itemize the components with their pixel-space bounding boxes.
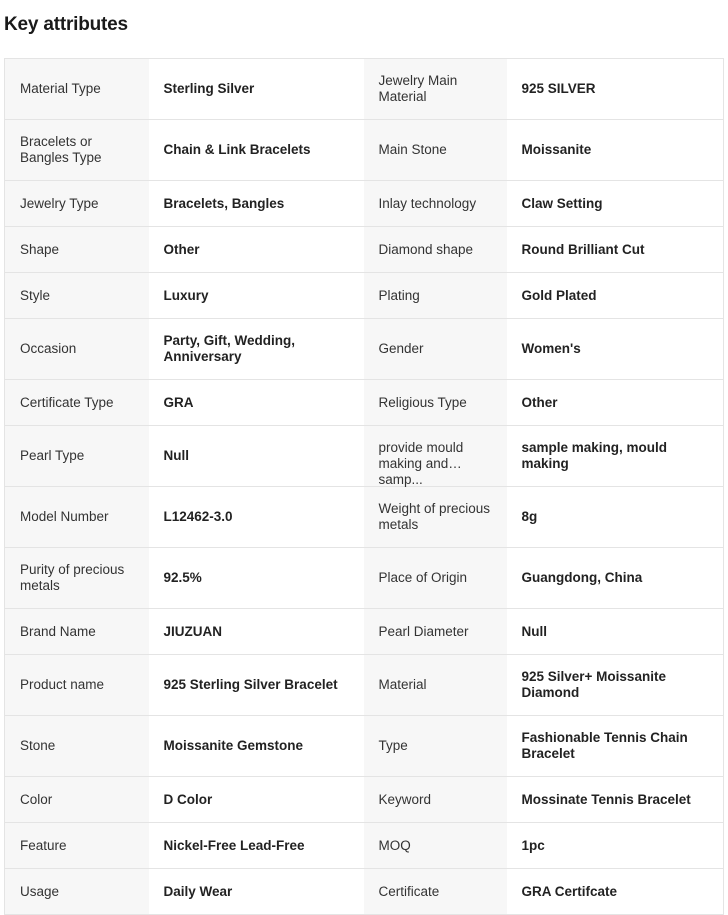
attribute-key: Feature: [20, 837, 67, 853]
attribute-row: [5, 716, 724, 777]
attribute-value-cell: [149, 823, 364, 869]
attribute-key: Weight of precious metals: [378, 501, 491, 532]
attribute-key: Gender: [378, 341, 424, 356]
attribute-value-cell: [507, 487, 724, 548]
attribute-value: Women's: [521, 341, 581, 356]
attribute-key: Jewelry Main Material: [378, 73, 458, 104]
attribute-key: MOQ: [378, 837, 411, 853]
attribute-key-cell: [5, 487, 149, 548]
attribute-key: Religious Type: [378, 394, 467, 410]
attribute-key: Certificate: [378, 883, 440, 899]
attribute-key: Inlay technology: [378, 195, 477, 211]
attribute-row: [5, 777, 724, 823]
attribute-value-cell: [507, 716, 724, 777]
attribute-row: [5, 59, 724, 120]
attribute-value: Fashionable Tennis Chain Bracelet: [521, 730, 688, 761]
attribute-value: Null: [521, 623, 547, 639]
attribute-value-cell: [149, 120, 364, 181]
attribute-key-cell: [364, 548, 507, 609]
attribute-value: Daily Wear: [163, 883, 233, 899]
attribute-key-cell: [5, 59, 149, 120]
attribute-value: 92.5%: [163, 570, 202, 585]
attribute-row: [5, 227, 724, 273]
attribute-key-cell: [5, 655, 149, 716]
attribute-value-cell: [507, 273, 724, 319]
attribute-key: Jewelry Type: [20, 195, 99, 211]
attribute-value-cell: [507, 548, 724, 609]
attribute-value-cell: [149, 380, 364, 426]
attribute-key: Shape: [20, 241, 60, 257]
attribute-key: Keyword: [378, 791, 432, 807]
attribute-row: [5, 273, 724, 319]
section-title: Key attributes: [4, 14, 128, 35]
attribute-value: Bracelets, Bangles: [163, 195, 285, 211]
attribute-key: Stone: [20, 738, 56, 753]
key-attributes-table: [4, 58, 724, 915]
attribute-key-cell: [5, 120, 149, 181]
attribute-row: [5, 487, 724, 548]
attribute-key-cell: [364, 380, 507, 426]
attribute-value: Null: [163, 448, 189, 463]
attribute-value: Moissanite: [521, 142, 592, 157]
attribute-value-cell: [149, 655, 364, 716]
attribute-key-cell: [364, 181, 507, 227]
attribute-key-cell: [5, 273, 149, 319]
attribute-row: [5, 869, 724, 915]
attribute-value-cell: [507, 823, 724, 869]
attribute-value: Round Brilliant Cut: [521, 241, 645, 257]
attribute-row: [5, 823, 724, 869]
attribute-value: JIUZUAN: [163, 623, 223, 639]
attribute-value-cell: [507, 609, 724, 655]
attribute-key-cell: [5, 380, 149, 426]
key-attributes-body: [5, 59, 724, 915]
attribute-value-cell: [507, 426, 724, 487]
attribute-key-cell: [364, 319, 507, 380]
attribute-value: 925 Silver+ Moissanite Diamond: [521, 669, 666, 700]
attribute-key: Main Stone: [378, 142, 447, 157]
attribute-value: D Color: [163, 791, 213, 807]
attribute-row: [5, 120, 724, 181]
attribute-value-cell: [149, 426, 364, 487]
attribute-value-cell: [507, 777, 724, 823]
attribute-key-cell: [364, 120, 507, 181]
attribute-key: Plating: [378, 287, 420, 303]
attribute-key: Certificate Type: [20, 394, 114, 410]
attribute-value-cell: [149, 487, 364, 548]
attribute-key: Diamond shape: [378, 241, 474, 257]
attribute-value-cell: [507, 380, 724, 426]
attribute-key: Type: [378, 738, 408, 753]
attribute-value: Party, Gift, Wedding, Anniversary: [163, 333, 296, 364]
attribute-value-cell: [507, 181, 724, 227]
attribute-key-cell: [5, 777, 149, 823]
attribute-row: [5, 548, 724, 609]
attribute-value: Guangdong, China: [521, 570, 643, 585]
attribute-value-cell: [507, 869, 724, 915]
attribute-key-cell: [5, 319, 149, 380]
attribute-value-cell: [149, 548, 364, 609]
attribute-key-cell: [364, 777, 507, 823]
attribute-value-cell: [149, 609, 364, 655]
attribute-key: Product name: [20, 677, 105, 692]
attribute-key: Brand Name: [20, 623, 96, 639]
attribute-row: [5, 380, 724, 426]
attribute-key: Color: [20, 791, 53, 807]
attribute-key: provide mould making and samp...: [378, 440, 464, 487]
attribute-value: GRA: [163, 394, 194, 410]
attribute-key: Purity of precious metals: [20, 562, 125, 593]
attribute-value-cell: [149, 319, 364, 380]
attribute-value: Moissanite Gemstone: [163, 738, 304, 753]
attribute-value-cell: [149, 59, 364, 120]
attribute-value: L12462-3.0: [163, 509, 233, 524]
attribute-key: Style: [20, 287, 51, 303]
attribute-value-cell: [507, 59, 724, 120]
attribute-row: [5, 181, 724, 227]
attribute-value: Luxury: [163, 287, 209, 303]
attribute-value: Chain & Link Bracelets: [163, 142, 311, 157]
attribute-key: Place of Origin: [378, 570, 468, 585]
attribute-value: Other: [521, 394, 558, 410]
attribute-value: Mossinate Tennis Bracelet: [521, 791, 691, 807]
attribute-row: [5, 609, 724, 655]
attribute-value: Nickel-Free Lead-Free: [163, 837, 305, 853]
attribute-key-cell: [5, 548, 149, 609]
attribute-value-cell: [507, 120, 724, 181]
attribute-key-cell: [5, 426, 149, 487]
attribute-value-cell: [149, 869, 364, 915]
attribute-key-cell: [5, 181, 149, 227]
attribute-key-cell: [364, 487, 507, 548]
attribute-key: Bracelets or Bangles Type: [20, 134, 102, 165]
attribute-key-cell: [5, 716, 149, 777]
attribute-value-cell: [507, 319, 724, 380]
attribute-key-cell: [364, 227, 507, 273]
attribute-key-cell: [364, 655, 507, 716]
attribute-key-cell: [364, 716, 507, 777]
attribute-key-cell: [5, 227, 149, 273]
attribute-value: Other: [163, 241, 200, 257]
attribute-key: Occasion: [20, 341, 77, 356]
attribute-key-cell: [364, 426, 507, 487]
attribute-key: Usage: [20, 883, 60, 899]
attribute-key-cell: [364, 59, 507, 120]
attribute-key-cell: [5, 869, 149, 915]
attribute-key-cell: [364, 609, 507, 655]
attribute-value-cell: [149, 716, 364, 777]
attribute-value-cell: [507, 227, 724, 273]
attribute-value-cell: [149, 227, 364, 273]
attribute-key: Model Number: [20, 509, 109, 524]
attribute-value-cell: [149, 273, 364, 319]
attribute-key: Pearl Diameter: [378, 623, 469, 639]
attribute-row: [5, 426, 724, 487]
attribute-value: 1pc: [521, 837, 545, 853]
attribute-value-cell: [507, 655, 724, 716]
attribute-value: 8g: [521, 509, 538, 524]
attribute-row: [5, 655, 724, 716]
attribute-key-cell: [364, 273, 507, 319]
attribute-value: Claw Setting: [521, 195, 603, 211]
attribute-value: 925 Sterling Silver Bracelet: [163, 677, 338, 692]
attribute-value: sample making, mould making: [521, 440, 668, 471]
attribute-key-cell: [364, 869, 507, 915]
attribute-key-cell: [5, 609, 149, 655]
attribute-value-cell: [149, 777, 364, 823]
attribute-value-cell: [149, 181, 364, 227]
attribute-key: Material Type: [20, 81, 101, 96]
attribute-value: Gold Plated: [521, 287, 597, 303]
attribute-key-cell: [5, 823, 149, 869]
attribute-key: Pearl Type: [20, 448, 85, 463]
attribute-value: Sterling Silver: [163, 81, 255, 96]
attribute-key-cell: [364, 823, 507, 869]
attribute-key: Material: [378, 677, 427, 692]
attribute-value: GRA Certifcate: [521, 883, 618, 899]
attribute-row: [5, 319, 724, 380]
attribute-value: 925 SILVER: [521, 81, 596, 96]
